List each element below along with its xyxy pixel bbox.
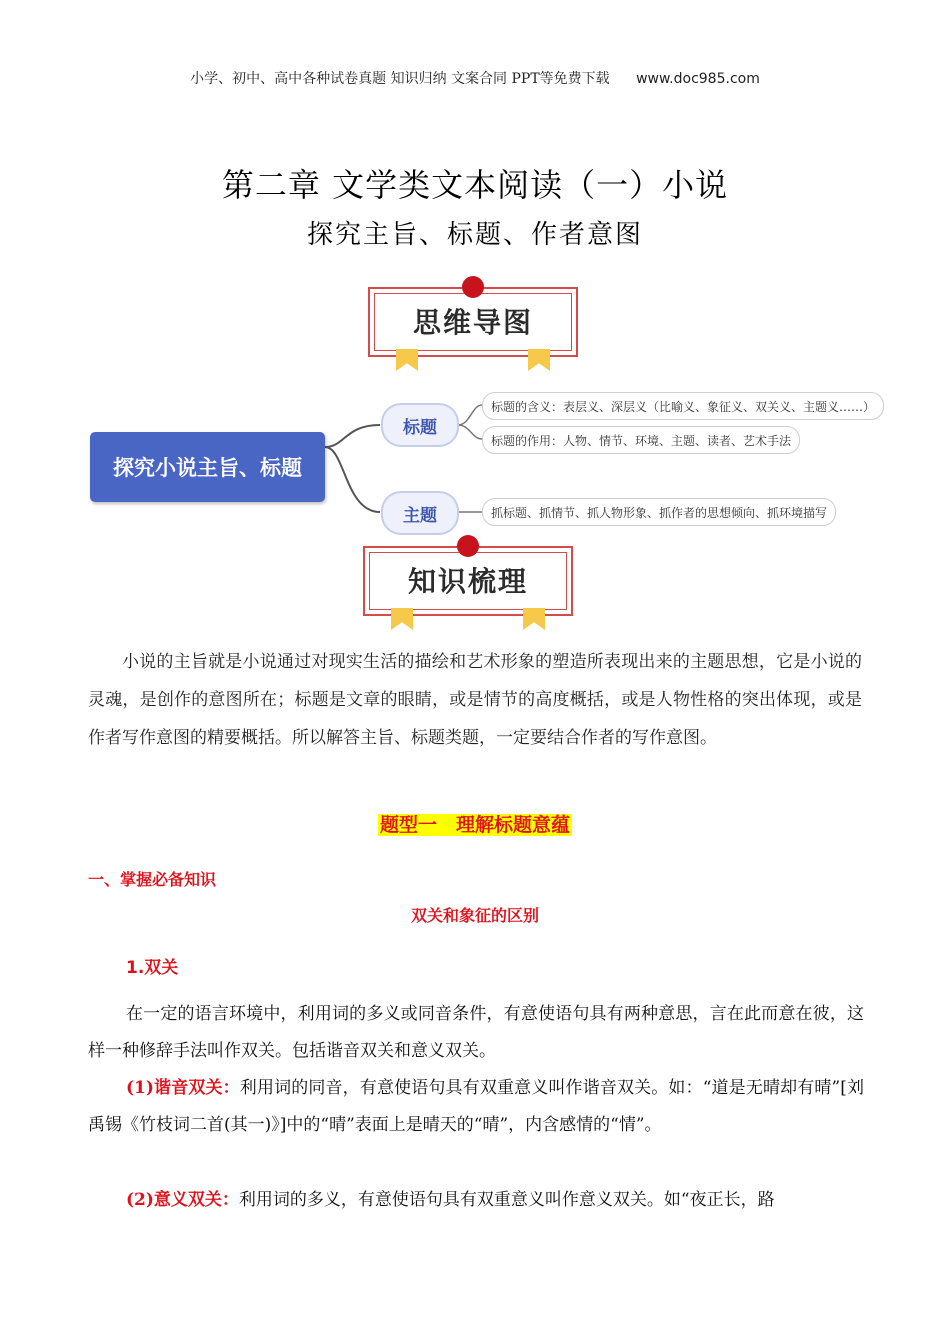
homophone-text: 利用词的同音，有意使语句具有双重意义叫作谐音双关。如：“道是无晴却有晴”[刘禹锡《竹枝词二首(其一)》]中的“晴”表面上是晴天的“晴”，内含感情的“情”。 [88,1078,865,1135]
definition-paragraph: 在一定的语言环境中，利用词的多义或同音条件，有意使语句具有两种意思，言在此而意在彼，这样一种修辞手法叫作双关。包括谐音双关和意义双关。 [88,1004,864,1061]
homophone-label: (1)谐音双关： [126,1078,240,1098]
chapter-title: 第二章 文学类文本阅读（一）小说 [221,166,729,204]
badge-label: 思维导图 [412,306,533,339]
polysemy-label: (2)意义双关： [126,1190,239,1210]
ribbon-icon [528,349,550,371]
badge-label: 知识梳理 [407,565,528,598]
knowledge-badge [363,546,573,616]
mindmap-leaf: 抓标题、抓情节、抓人物形象、抓作者的思想倾向、抓环境描写 [482,498,836,526]
mindmap-leaf: 标题的含义：表层义、深层义（比喻义、象征义、双关义、主题义……） [482,392,884,420]
mindmap-branch-title: 标题 [381,403,459,447]
mindmap-badge [368,287,578,357]
polysemy-text: 利用词的多义，有意使语句具有双重意义叫作意义双关。如“夜正长，路 [238,1190,775,1210]
header-url[interactable]: www.doc985.com [636,71,760,87]
red-dot-icon [457,535,479,557]
chapter-subtitle: 探究主旨、标题、作者意图 [306,220,643,250]
red-dot-icon [462,276,484,298]
item-heading: 1.双关 [126,958,179,978]
question-type-title [0,810,950,837]
header-text: 小学、初中、高中各种试卷真题 知识归纳 文案合同 PPT等免费下载 [190,71,610,87]
section-heading: 一、掌握必备知识 [88,870,217,889]
polysemy-paragraph [88,1182,864,1219]
mindmap-root: 探究小说主旨、标题 [90,432,325,502]
ribbon-icon [523,608,545,630]
page-header [0,68,950,88]
question-type-label: 题型一 理解标题意蕴 [379,814,570,836]
subsection-heading: 双关和象征的区别 [410,906,539,925]
ribbon-icon [396,349,418,371]
mindmap-leaf: 标题的作用：人物、情节、环境、主题、读者、艺术手法 [482,426,800,454]
mindmap-branch-theme: 主题 [381,491,459,535]
intro-paragraph: 小说的主旨就是小说通过对现实生活的描绘和艺术形象的塑造所表现出来的主题思想，它是小说的灵魂，是创作的意图所在；标题是文章的眼睛，或是情节的高度概括，或是人物性格的突出体现，或是作者写作意图的精要概括。所以解答主旨、标题类题，一定要结合作者的写作意图。 [88,652,862,748]
homophone-paragraph [88,1070,864,1144]
ribbon-icon [391,608,413,630]
